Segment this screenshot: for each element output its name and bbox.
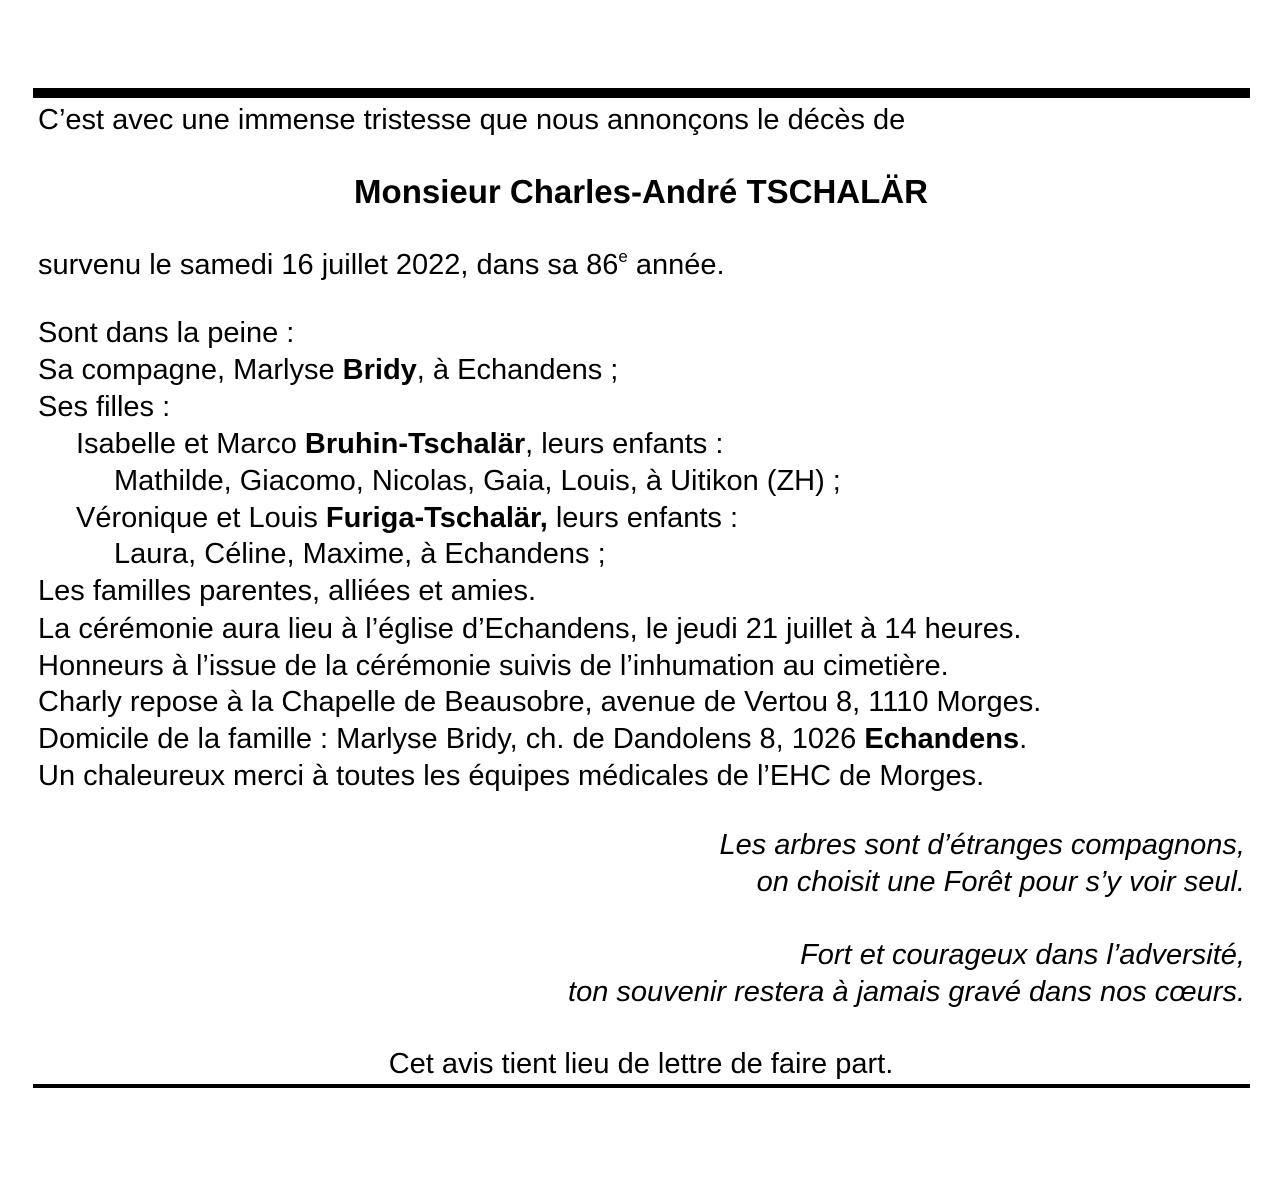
domicile-town: Echandens [864,723,1020,755]
daughter1-line [76,426,723,462]
grandchildren2-line: Laura, Céline, Maxime, à Echandens ; [114,538,606,570]
bottom-divider [33,1084,1250,1088]
daughter2-pre: Véronique et Louis [76,502,326,534]
domicile-pre: Domicile de la famille : Marlyse Bridy, ch. de Dandolens 8, 1026 [38,723,865,755]
daughter1-post: , leurs enfants : [525,428,724,460]
daughter1-surname: Bruhin-Tschalär [304,428,526,460]
ordinal-suffix: e [618,247,628,266]
domicile-line [38,721,1027,757]
companion-line [38,352,618,388]
daughters-heading: Ses filles : [38,391,171,423]
domicile-post: . [1019,723,1028,755]
grandchildren1-line: Mathilde, Giacomo, Nicolas, Gaia, Louis, à Uitikon (ZH) ; [114,465,841,497]
daughter1-pre: Isabelle et Marco [76,428,305,460]
closing-note: Cet avis tient lieu de lettre de faire part. [388,1048,894,1080]
quote2-line2: ton souvenir restera à jamais gravé dans nos cœurs. [568,976,1245,1008]
daughter2-post: leurs enfants : [547,502,738,534]
companion-pre: Sa compagne, Marlyse [38,354,343,386]
ceremony-line: La cérémonie aura lieu à l’église d’Echandens, le jeudi 21 juillet à 14 heures. [38,613,1022,645]
quote1-line1: Les arbres sont d’étranges compagnons, [719,829,1245,861]
quote2-line1: Fort et courageux dans l’adversité, [800,939,1245,971]
thanks-line: Un chaleureux merci à toutes les équipes médicales de l’EHC de Morges. [38,760,985,792]
quote1-line2: on choisit une Forêt pour s’y voir seul. [756,866,1245,898]
mourners-heading: Sont dans la peine : [38,317,295,349]
companion-surname: Bridy [342,354,417,386]
top-divider [33,88,1250,98]
daughter2-surname: Furiga-Tschalär, [325,502,548,534]
families-line: Les familles parentes, alliées et amies. [38,575,537,607]
death-text-end: année. [627,249,725,281]
daughter2-line [76,500,738,536]
death-text: survenu le samedi 16 juillet 2022, dans sa 86 [38,249,619,281]
companion-post: , à Echandens ; [416,354,619,386]
honours-line: Honneurs à l’issue de la cérémonie suivis de l’inhumation au cimetière. [38,650,949,682]
death-date-text [38,247,725,283]
intro-text: C’est avec une immense tristesse que nous annonçons le décès de [38,104,906,136]
deceased-name: Monsieur Charles-André TSCHALÄR [354,173,928,210]
repose-line: Charly repose à la Chapelle de Beausobre, avenue de Vertou 8, 1110 Morges. [38,686,1042,718]
